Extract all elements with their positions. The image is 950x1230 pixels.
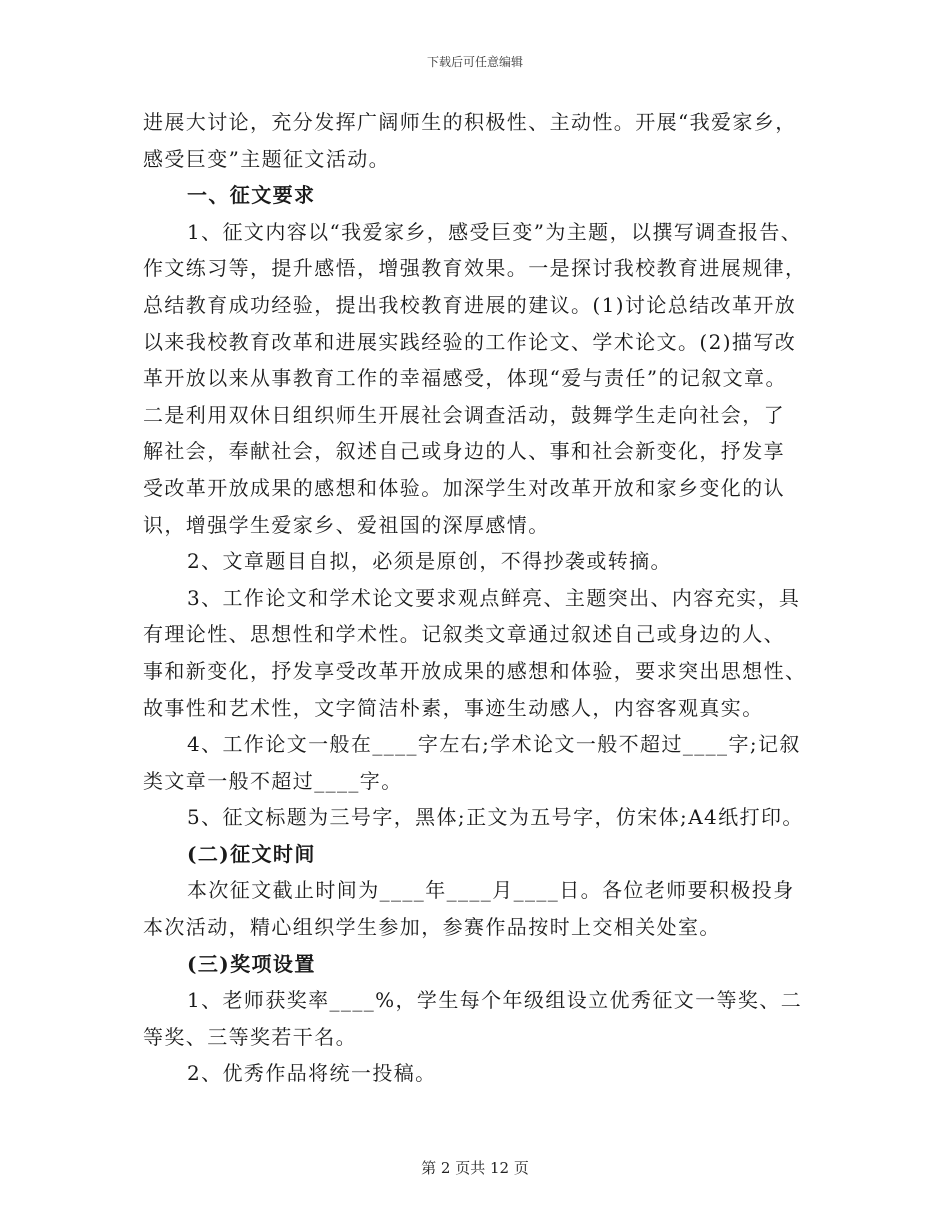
text-line: 等奖、三等奖若干名。	[143, 1024, 357, 1049]
text-line: 进展大讨论，充分发挥广阔师生的积极性、主动性。开展“我爱家乡，	[143, 110, 797, 134]
page-number: 第 2 页共 12 页	[421, 1159, 529, 1177]
section-heading: 一、征文要求	[187, 183, 316, 208]
text-line: 有理论性、思想性和学术性。记叙类文章通过叙述自己或身边的人、	[143, 622, 785, 647]
section-heading: (三)奖项设置	[187, 951, 316, 976]
text-line: 总结教育成功经验，提出我校教育进展的建议。(1)讨论总结改革开放	[143, 292, 797, 317]
text-line: 本次征文截止时间为____年____月____日。各位老师要积极投身	[187, 878, 795, 903]
text-line: 受改革开放成果的感想和体验。加深学生对改革开放和家乡变化的认	[143, 475, 785, 500]
text-line: 1、老师获奖率____%，学生每个年级组设立优秀征文一等奖、二	[187, 988, 803, 1013]
text-line: 二是利用双休日组织师生开展社会调查活动，鼓舞学生走向社会，了	[143, 402, 785, 427]
text-line: 1、征文内容以“我爱家乡，感受巨变”为主题，以撰写调查报告、	[187, 219, 803, 244]
text-line: 5、征文标题为三号字，黑体;正文为五号字，仿宋体;A4纸打印。	[187, 805, 804, 830]
text-line: 3、工作论文和学术论文要求观点鲜亮、主题突出、内容充实，具	[187, 585, 801, 610]
text-line: 事和新变化，抒发享受改革开放成果的感想和体验，要求突出思想性、	[143, 658, 807, 683]
section-heading: (二)征文时间	[187, 841, 316, 866]
text-line: 作文练习等，提升感悟，增强教育效果。一是探讨我校教育进展规律，	[143, 256, 807, 281]
text-line: 类文章一般不超过____字。	[143, 768, 403, 793]
text-line: 本次活动，精心组织学生参加，参赛作品按时上交相关处室。	[143, 915, 721, 940]
text-line: 感受巨变”主题征文活动。	[143, 146, 391, 171]
text-line: 2、文章题目自拟，必须是原创，不得抄袭或转摘。	[187, 549, 672, 574]
document-body	[143, 104, 823, 1092]
text-line: 识，增强学生爱家乡、爱祖国的深厚感情。	[143, 512, 550, 537]
text-line: 2、优秀作品将统一投稿。	[187, 1061, 437, 1086]
text-line: 革开放以来从事教育工作的幸福感受，体现“爱与责任”的记叙文章。	[143, 366, 787, 391]
text-line: 故事性和艺术性，文字简洁朴素，事迹生动感人，内容客观真实。	[143, 695, 764, 720]
page-header: 下载后可任意编辑	[426, 55, 523, 69]
text-line: 解社会，奉献社会，叙述自己或身边的人、事和社会新变化，抒发享	[143, 439, 785, 464]
text-line: 以来我校教育改革和进展实践经验的工作论文、学术论文。(2)描写改	[143, 329, 797, 354]
text-line: 4、工作论文一般在____字左右;学术论文一般不超过____字;记叙	[187, 732, 801, 757]
